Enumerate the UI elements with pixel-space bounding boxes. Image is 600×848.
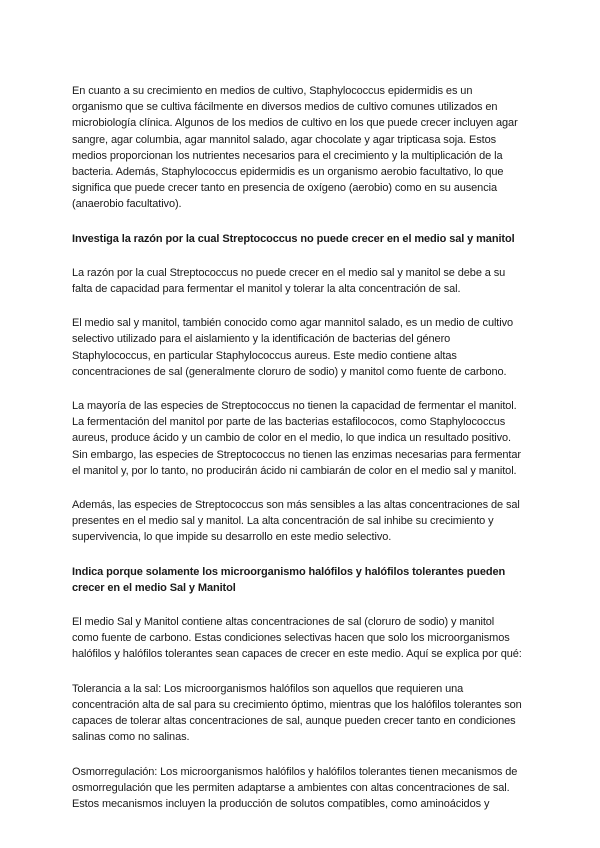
paragraph-salt-tolerance: Tolerancia a la sal: Los microorganismos halófilos son aquellos que requieren una concentración alta de sal para su crecimiento óptimo, mientras que los halófilos tolerantes son capaces de tolerar altas concentraciones de sal, aunque pueden crecer tanto en condiciones salinas como no salinas. — [72, 682, 522, 744]
paragraph-selective-conditions: El medio Sal y Manitol contiene altas concentraciones de sal (cloruro de sodio) y manitol como fuente de carbono. Estas condiciones selectivas hacen que solo los microorganismos halófilos y halófilos tolerantes sean capaces de crecer en este medio. Aquí se explica por qué: — [72, 616, 522, 661]
paragraph-mannitol-fermentation: La mayoría de las especies de Streptococcus no tienen la capacidad de fermentar el manitol. La fermentación del manitol por parte de las bacterias estafilococos, como Staphylococcus aureus, produce ácido y un cambio de color en el medio, lo que indica un resultado positivo. Sin embargo, las especies de Streptococcus no tienen las enzimas necesarias para fermentar el manitol y, por lo tanto, no producirán ácido ni cambiarán de color en el medio sal y manitol. — [72, 400, 521, 477]
paragraph-medium-description: El medio sal y manitol, también conocido como agar mannitol salado, es un medio de cultivo selectivo utilizado para el aislamiento y la identificación de bacterias del género Staphylococcus, en particular Staphylococcus aureus. Este medio contiene altas concentraciones de sal (generalmente cloruro de sodio) y manitol como fuente de carbono. — [72, 317, 514, 378]
paragraph-osmoregulation: Osmorregulación: Los microorganismos halófilos y halófilos tolerantes tienen mecanismos de osmorregulación que les permiten adaptarse a ambientes con altas concentraciones de sal. Estos mecanismos incluyen la producción de solutos compatibles, como aminoácidos y — [72, 765, 518, 810]
paragraph-reason-summary: La razón por la cual Streptococcus no puede crecer en el medio sal y manitol se debe a su falta de capacidad para fermentar el manitol y tolerar la alta concentración de sal. — [72, 266, 506, 296]
heading-halophiles: Indica porque solamente los microorganismo halófilos y halófilos tolerantes pueden crecer en el medio Sal y Manitol — [72, 565, 506, 594]
heading-streptococcus-reason: Investiga la razón por la cual Streptococcus no puede crecer en el medio sal y manitol — [72, 232, 515, 245]
paragraph-growth-media: En cuanto a su crecimiento en medios de cultivo, Staphylococcus epidermidis es un organismo que se cultiva fácilmente en diversos medios de cultivo comunes utilizados en microbiología clínica. Algunos de los medios de cultivo en los que puede crecer incluyen agar sangre, agar columbia, agar mannitol salado, agar chocolate y agar tripticasa soja. Estos medios proporcionan los nutrientes necesarios para el crecimiento y la multiplicación de la bacteria. Además, Staphylococcus epidermidis es un organismo aerobio facultativo, lo que significa que puede crecer tanto en presencia de oxígeno (aerobio) como en su ausencia (anaerobio facultativo). — [72, 85, 518, 211]
paragraph-salt-sensitivity: Además, las especies de Streptococcus son más sensibles a las altas concentraciones de sal presentes en el medio sal y manitol. La alta concentración de sal inhibe su crecimiento y supervivencia, lo que impide su desarrollo en este medio selectivo. — [72, 499, 520, 544]
